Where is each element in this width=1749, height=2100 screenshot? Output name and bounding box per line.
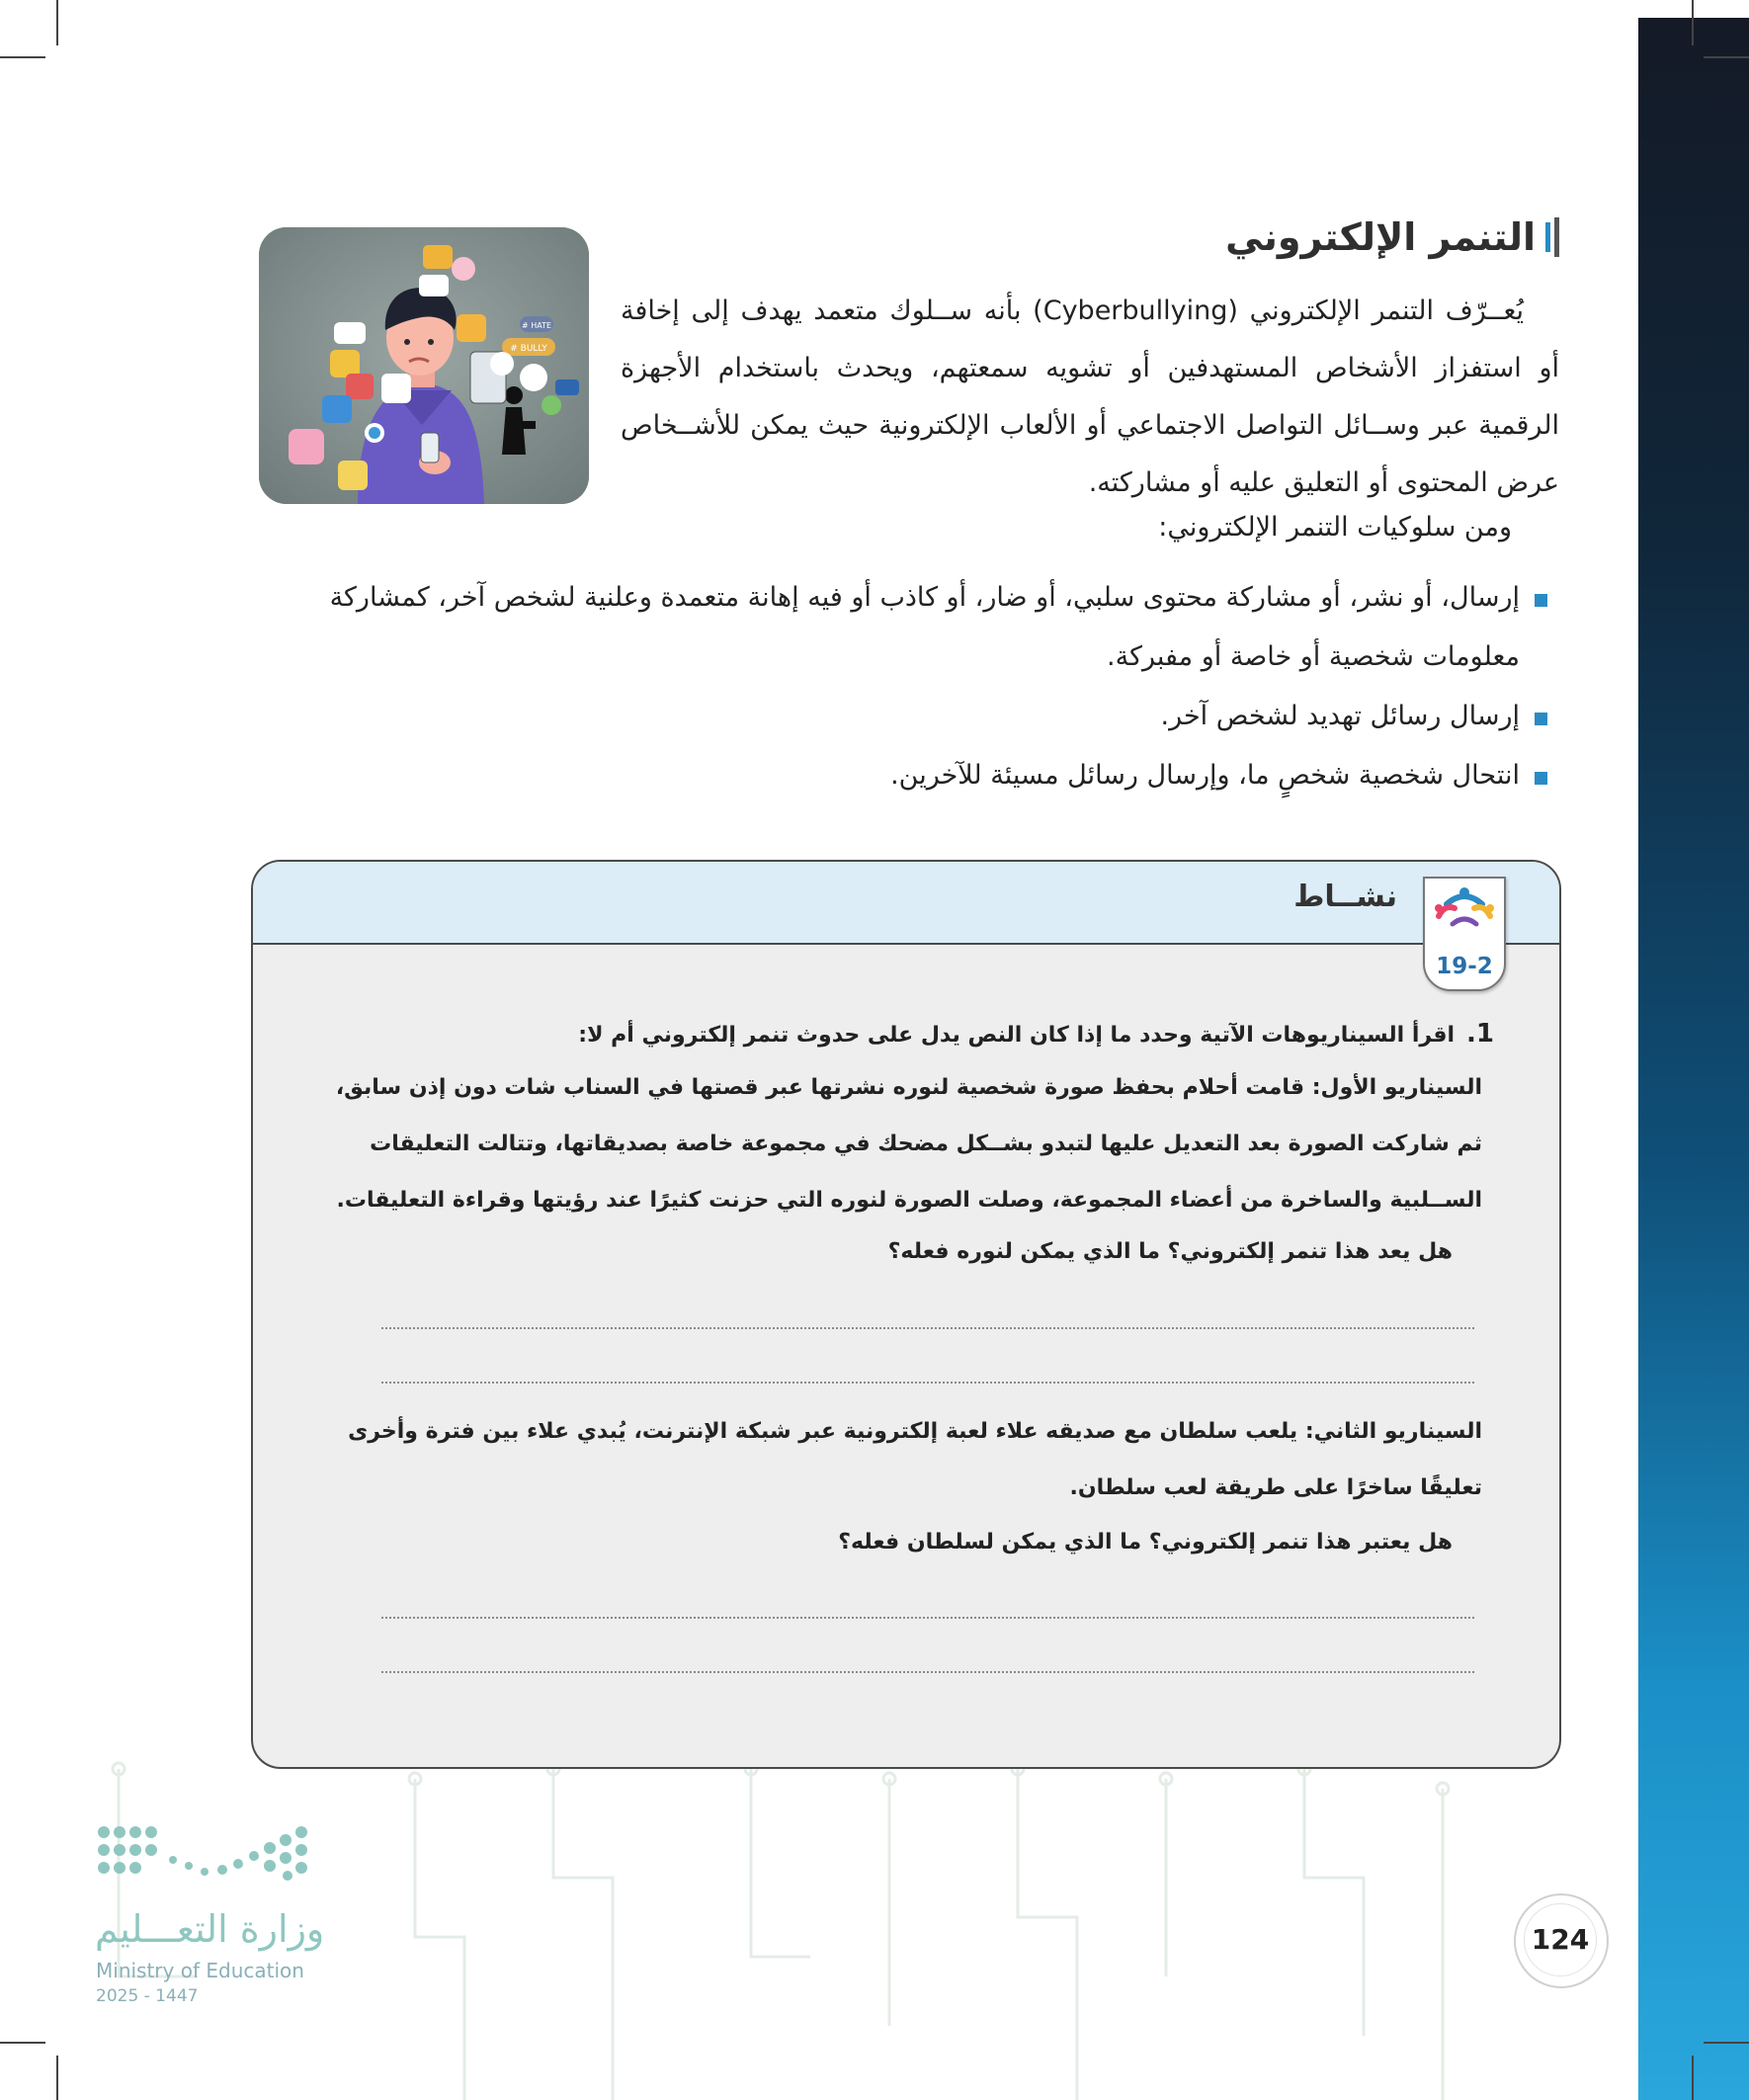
- behavior-text: إرسال رسائل تهديد لشخص آخر.: [1160, 701, 1520, 731]
- behaviors-heading: ومن سلوكيات التنمر الإلكتروني:: [1158, 512, 1512, 543]
- bullet-square-icon: [1535, 772, 1547, 785]
- ministry-year: 2025 - 1447: [96, 1986, 199, 2006]
- side-color-band: [1638, 18, 1749, 2100]
- question-number: 1.: [1466, 1019, 1494, 1049]
- activity-people-icon: [1425, 879, 1504, 938]
- crop-mark: [0, 56, 45, 58]
- activity-title: نشــاط: [1293, 880, 1397, 914]
- crop-mark: [1704, 2042, 1749, 2044]
- page-number-badge: [1514, 1893, 1609, 1988]
- activity-badge: [1423, 877, 1506, 991]
- question-2: هل يعتبر هذا تنمر إلكتروني؟ ما الذي يمكن لسلطان فعله؟: [838, 1530, 1453, 1554]
- question-text: اقرأ السيناريوهات الآتية وحدد ما إذا كان النص يدل على حدوث تنمر إلكتروني أم لا:: [578, 1023, 1456, 1048]
- section-title: التنمر الإلكتروني: [1225, 215, 1536, 259]
- bullet-square-icon: [1535, 713, 1547, 725]
- bullet-square-icon: [1535, 594, 1547, 607]
- question-1: هل يعد هذا تنمر إلكتروني؟ ما الذي يمكن لنوره فعله؟: [887, 1239, 1453, 1264]
- ministry-name-arabic: وزارة التعـــليم: [95, 1907, 325, 1951]
- scenario-2: السيناريو الثاني: يلعب سلطان مع صديقه علاء لعبة إلكترونية عبر شبكة الإنترنت، يُبدي علاء بين فترة وأخرى تعليقًا ساخرًا على طريقة لعب سلطان.: [348, 1419, 1482, 1500]
- list-item: [285, 568, 1559, 687]
- list-item: [285, 746, 1559, 805]
- answer-line[interactable]: [381, 1382, 1474, 1384]
- behaviors-list: [285, 568, 1559, 805]
- crop-mark: [1704, 56, 1749, 58]
- crop-mark: [1692, 2056, 1694, 2100]
- bully-tag: # BULLY: [510, 344, 547, 354]
- ministry-logo-icon: [94, 1820, 321, 1899]
- answer-line[interactable]: [381, 1671, 1474, 1673]
- crop-mark: [56, 2056, 58, 2100]
- intro-paragraph: [621, 283, 1559, 512]
- title-marker-icon: [1545, 217, 1559, 257]
- scenario-1: السيناريو الأول: قامت أحلام بحفظ صورة شخصية لنوره نشرتها عبر قصتها في السناب شات دون إذن سابق، ثم شاركت الصورة بعد التعديل عليها لتبدو بشــكل مضحك في مجموعة خاصة بصديقاتها، وتتالت التعليقات الســلبية والساخرة من أعضاء المجموعة، وصلت الصورة لنوره التي حزنت كثيرًا عند رؤيتها وقراءة التعليقات.: [335, 1075, 1482, 1213]
- section-title-group: [1225, 208, 1559, 267]
- activity-header: [253, 862, 1559, 945]
- crop-mark: [0, 2042, 45, 2044]
- question-line: [328, 1006, 1494, 1063]
- answer-line[interactable]: [381, 1327, 1474, 1329]
- list-item: [285, 687, 1559, 746]
- cyberbullying-illustration: [259, 227, 589, 504]
- ministry-name-english: Ministry of Education: [96, 1959, 304, 1982]
- behavior-text: انتحال شخصية شخصٍ ما، وإرسال رسائل مسيئة للآخرين.: [890, 760, 1520, 791]
- hate-tag: # HATE: [521, 321, 552, 330]
- activity-number: 19-2: [1436, 954, 1493, 979]
- crop-mark: [56, 0, 58, 45]
- page-number: 124: [1524, 1903, 1597, 1976]
- answer-line[interactable]: [381, 1617, 1474, 1619]
- intro-text: يُعــرّف التنمر الإلكتروني (Cyberbullying) بأنه ســلوك متعمد يهدف إلى إخافة أو استفزاز الأشخاص المستهدفين أو تشويه سمعتهم، ويحدث باستخدام الأجهزة الرقمية عبر وســائل التواصل الاجتماعي أو الألعاب الإلكترونية حيث يمكن للأشــخاص عرض المحتوى أو التعليق عليه أو مشاركته.: [621, 295, 1559, 498]
- crop-mark: [1692, 0, 1694, 45]
- behavior-text: إرسال، أو نشر، أو مشاركة محتوى سلبي، أو ضار، أو كاذب أو فيه إهانة متعمدة وعلنية لشخص آخر، كمشاركة معلومات شخصية أو خاصة أو مفبركة.: [329, 582, 1520, 672]
- activity-box: [251, 860, 1561, 1769]
